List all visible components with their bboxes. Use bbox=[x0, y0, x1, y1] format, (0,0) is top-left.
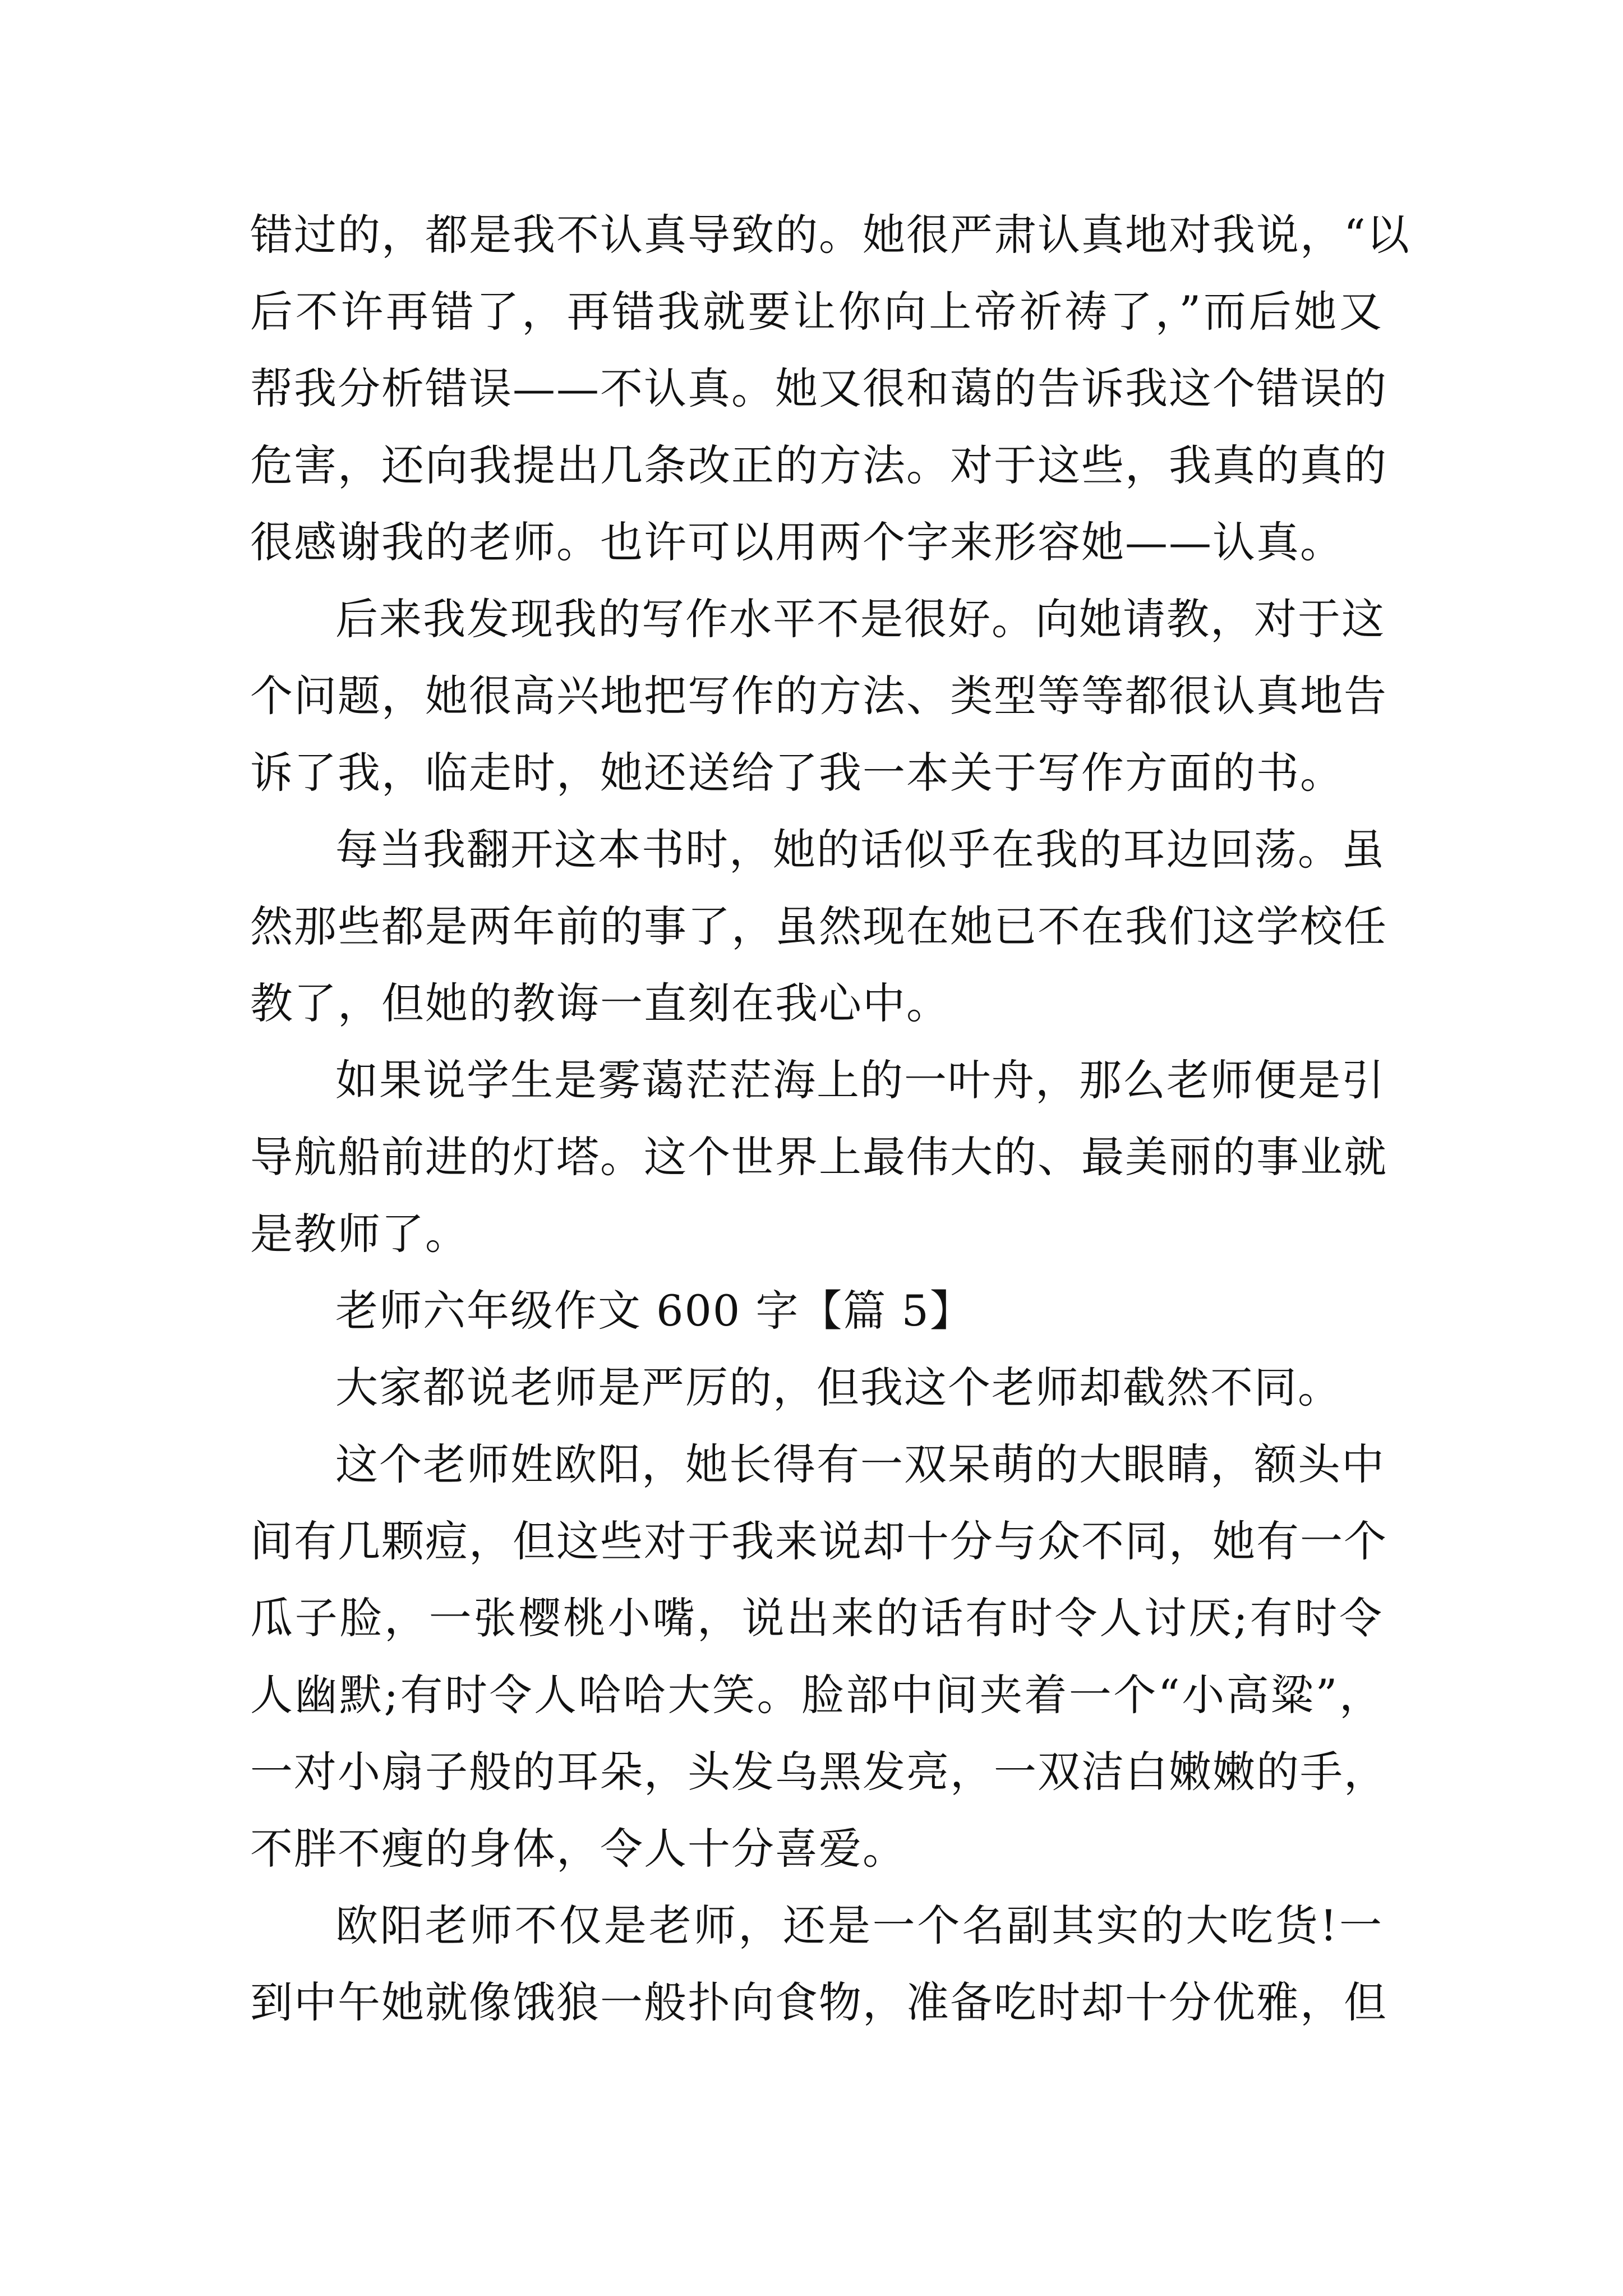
text-line: 不胖不瘦的身体，令人十分喜爱。 bbox=[250, 1824, 906, 1874]
text-line: 间有几颗痘，但这些对于我来说却十分与众不同，她有一个 bbox=[250, 1516, 1387, 1566]
section-heading: 老师六年级作文 600 字【篇 5】 bbox=[335, 1286, 974, 1336]
text-line: 人幽默;有时令人哈哈大笑。脸部中间夹着一个“小高粱”， bbox=[250, 1670, 1383, 1720]
text-line: 教了，但她的教诲一直刻在我心中。 bbox=[250, 978, 950, 1028]
document-body bbox=[250, 196, 1410, 2041]
text-line: 帮我分析错误——不认真。她又很和蔼的告诉我这个错误的 bbox=[250, 364, 1387, 413]
paragraph-first-line: 每当我翻开这本书时，她的话似乎在我的耳边回荡。虽 bbox=[335, 825, 1385, 875]
text-line: 一对小扇子般的耳朵，头发乌黑发亮，一双洁白嫩嫩的手， bbox=[250, 1747, 1387, 1797]
text-line: 是教师了。 bbox=[250, 1209, 469, 1259]
paragraph-first-line: 欧阳老师不仅是老师，还是一个名副其实的大吃货!一 bbox=[335, 1901, 1383, 1950]
paragraph-first-line: 后来我发现我的写作水平不是很好。向她请教，对于这 bbox=[335, 594, 1385, 644]
text-line: 到中午她就像饿狼一般扑向食物，准备吃时却十分优雅，但 bbox=[250, 1977, 1387, 2027]
text-line: 后不许再错了，再错我就要让你向上帝祈祷了，”而后她又 bbox=[250, 287, 1383, 337]
paragraph-first-line: 这个老师姓欧阳，她长得有一双呆萌的大眼睛，额头中 bbox=[335, 1439, 1385, 1489]
text-line: 危害，还向我提出几条改正的方法。对于这些，我真的真的 bbox=[250, 440, 1387, 490]
text-line: 错过的，都是我不认真导致的。她很严肃认真地对我说，“以 bbox=[250, 210, 1410, 260]
text-line: 瓜子脸，一张樱桃小嘴，说出来的话有时令人讨厌;有时令 bbox=[250, 1593, 1383, 1643]
text-line: 诉了我，临走时，她还送给了我一本关于写作方面的书。 bbox=[250, 748, 1344, 798]
text-line: 导航船前进的灯塔。这个世界上最伟大的、最美丽的事业就 bbox=[250, 1132, 1387, 1182]
text-line: 个问题，她很高兴地把写作的方法、类型等等都很认真地告 bbox=[250, 671, 1387, 721]
text-line: 然那些都是两年前的事了，虽然现在她已不在我们这学校任 bbox=[250, 901, 1387, 951]
text-line: 很感谢我的老师。也许可以用两个字来形容她——认真。 bbox=[250, 517, 1344, 567]
paragraph-first-line: 如果说学生是雾蔼茫茫海上的一叶舟，那么老师便是引 bbox=[335, 1055, 1385, 1105]
paragraph-first-line: 大家都说老师是严厉的，但我这个老师却截然不同。 bbox=[335, 1363, 1341, 1412]
